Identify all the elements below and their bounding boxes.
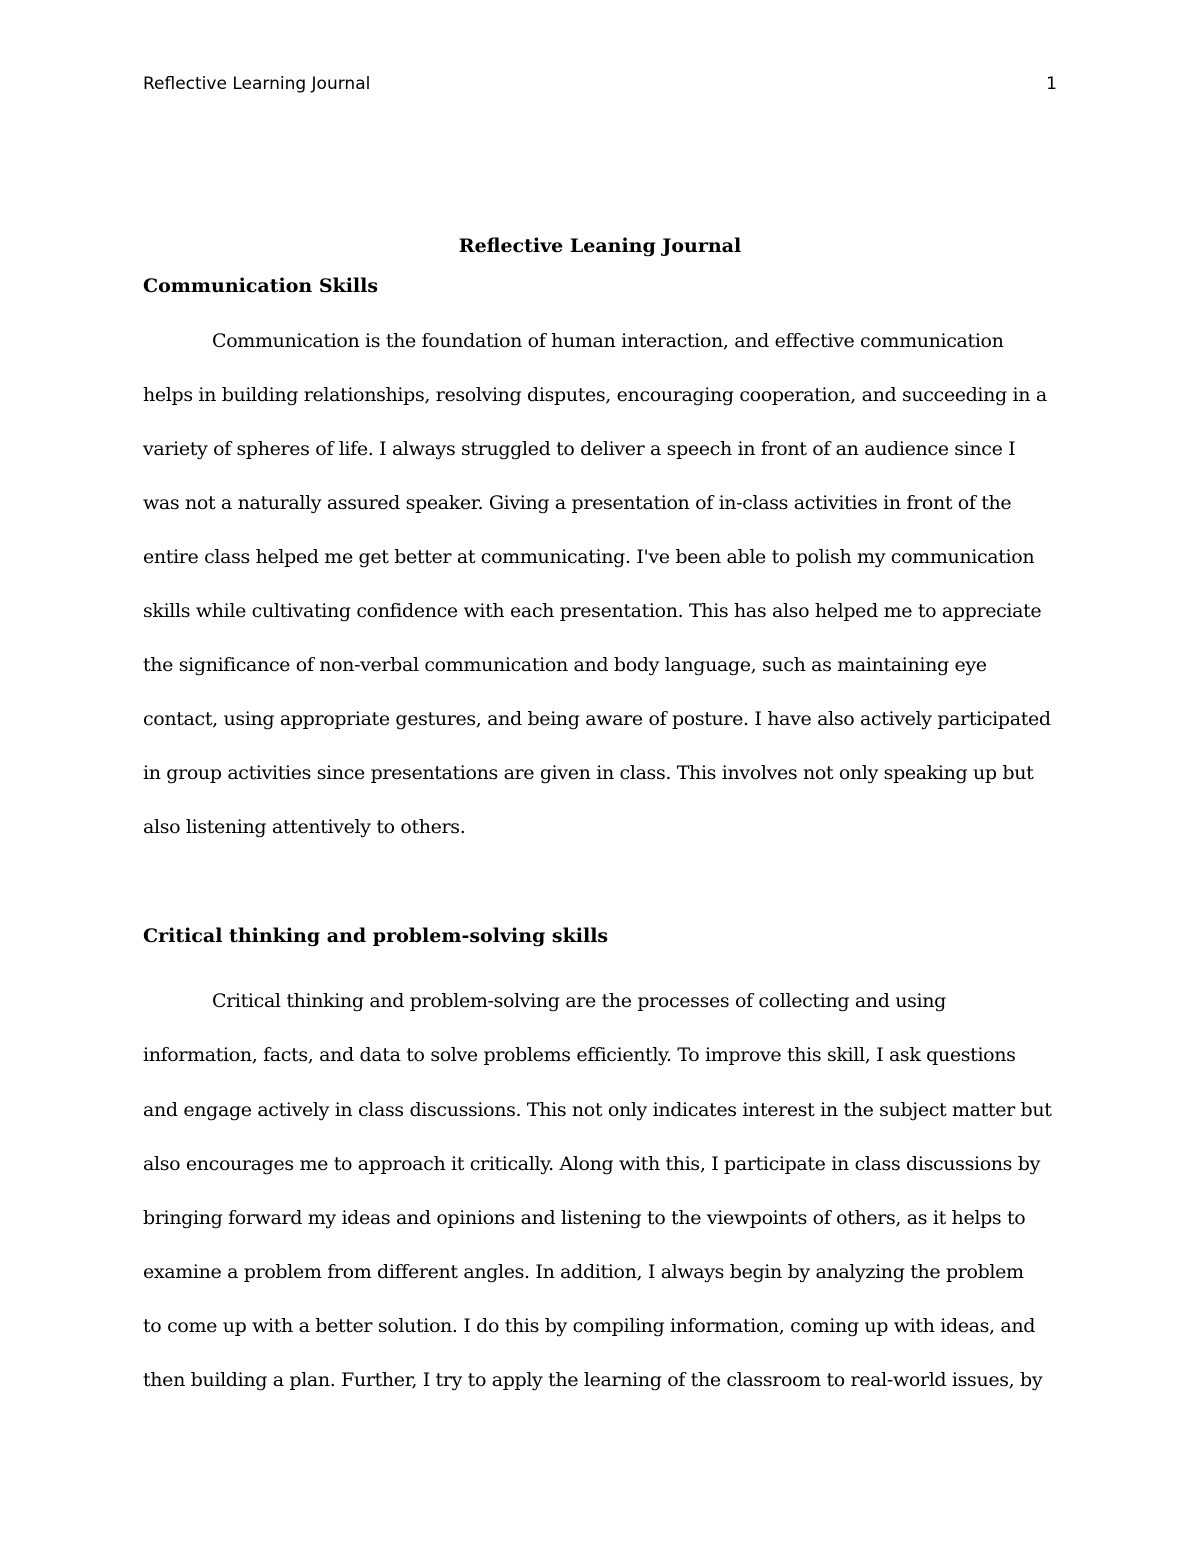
paragraph-line: the significance of non-verbal communication and body language, such as maintaining eye	[143, 654, 987, 676]
paragraph-line: to come up with a better solution. I do this by compiling information, coming up with ideas, and	[143, 1315, 1036, 1337]
paragraph-line: contact, using appropriate gestures, and being aware of posture. I have also actively participated	[143, 708, 1051, 730]
paragraph-line: also listening attentively to others.	[143, 816, 466, 838]
paragraph-line: information, facts, and data to solve problems efficiently. To improve this skill, I ask questions	[143, 1044, 1016, 1066]
paragraph-line: Communication is the foundation of human interaction, and effective communication	[212, 330, 1004, 352]
section-heading-communication: Communication Skills	[143, 275, 379, 297]
paragraph-line: also encourages me to approach it critically. Along with this, I participate in class discussions by	[143, 1153, 1040, 1175]
paragraph-line: Critical thinking and problem-solving are the processes of collecting and using	[212, 990, 946, 1012]
paragraph-line: and engage actively in class discussions. This not only indicates interest in the subject matter but	[143, 1099, 1052, 1121]
paragraph-line: bringing forward my ideas and opinions and listening to the viewpoints of others, as it helps to	[143, 1207, 1026, 1229]
paragraph-line: entire class helped me get better at communicating. I've been able to polish my communication	[143, 546, 1035, 568]
paragraph-line: skills while cultivating confidence with each presentation. This has also helped me to appreciate	[143, 600, 1042, 622]
paragraph-line: variety of spheres of life. I always struggled to deliver a speech in front of an audience since I	[143, 438, 1016, 460]
paragraph-line: examine a problem from different angles. In addition, I always begin by analyzing the problem	[143, 1261, 1024, 1283]
paragraph-line: was not a naturally assured speaker. Giving a presentation of in-class activities in front of the	[143, 492, 1012, 514]
paragraph-line: in group activities since presentations are given in class. This involves not only speaking up but	[143, 762, 1034, 784]
page-number: 1	[1046, 74, 1057, 94]
paragraph-line: helps in building relationships, resolving disputes, encouraging cooperation, and succeeding in a	[143, 384, 1047, 406]
section-heading-critical-thinking: Critical thinking and problem-solving skills	[143, 925, 609, 947]
paragraph-line: then building a plan. Further, I try to apply the learning of the classroom to real-world issues, by	[143, 1369, 1043, 1391]
running-head: Reflective Learning Journal	[143, 74, 371, 94]
document-title: Reflective Leaning Journal	[458, 235, 742, 257]
